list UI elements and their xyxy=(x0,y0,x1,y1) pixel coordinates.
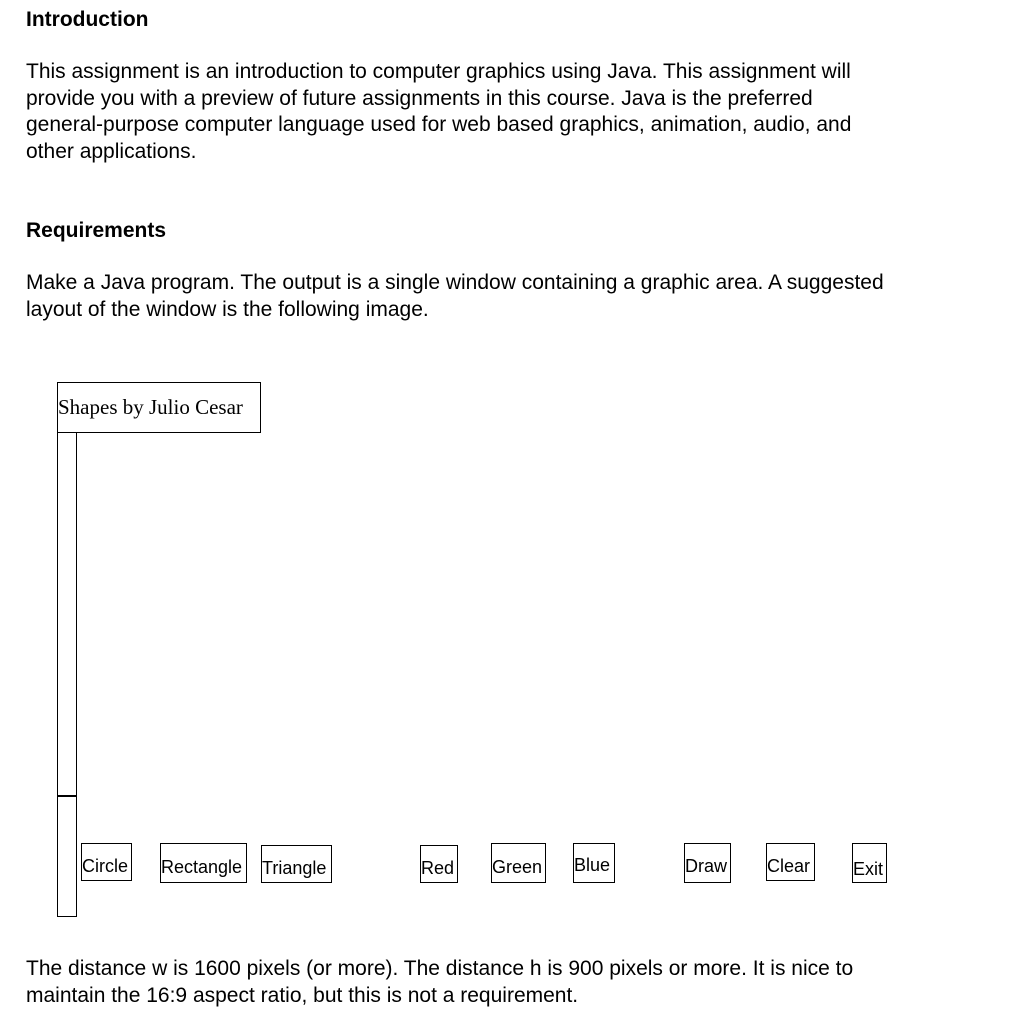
closing-paragraph xyxy=(26,956,1001,1009)
text-line: layout of the window is the following image. xyxy=(26,297,429,321)
figure-window-title: Shapes by Julio Cesar xyxy=(58,395,243,419)
clear-button[interactable]: Clear xyxy=(766,843,815,881)
figure-left-bar-upper xyxy=(57,432,77,797)
rectangle-button[interactable]: Rectangle xyxy=(160,843,247,883)
triangle-button[interactable]: Triangle xyxy=(261,845,332,883)
text-line: maintain the 16:9 aspect ratio, but this is not a requirement. xyxy=(26,983,579,1007)
green-button[interactable]: Green xyxy=(491,843,546,883)
text-line: provide you with a preview of future assignments in this course. Java is the preferred xyxy=(26,86,813,110)
text-line: The distance w is 1600 pixels (or more). The distance h is 900 pixels or more. It is nice to xyxy=(26,957,854,980)
introduction-paragraph xyxy=(26,59,1001,165)
draw-button[interactable]: Draw xyxy=(684,843,731,883)
text-line: general-purpose computer language used for web based graphics, animation, audio, and xyxy=(26,113,852,136)
requirements-heading: Requirements xyxy=(26,219,167,242)
red-button[interactable]: Red xyxy=(420,845,458,883)
circle-button[interactable]: Circle xyxy=(81,843,132,881)
blue-button[interactable]: Blue xyxy=(573,843,615,883)
text-line: other applications. xyxy=(26,139,197,163)
text-line: Make a Java program. The output is a single window containing a graphic area. A suggested xyxy=(26,271,884,294)
figure-left-bar-lower xyxy=(57,795,77,917)
requirements-paragraph xyxy=(26,270,1001,323)
text-line: This assignment is an introduction to computer graphics using Java. This assignment will xyxy=(26,60,851,83)
introduction-heading: Introduction xyxy=(26,8,149,31)
exit-button[interactable]: Exit xyxy=(852,843,887,883)
